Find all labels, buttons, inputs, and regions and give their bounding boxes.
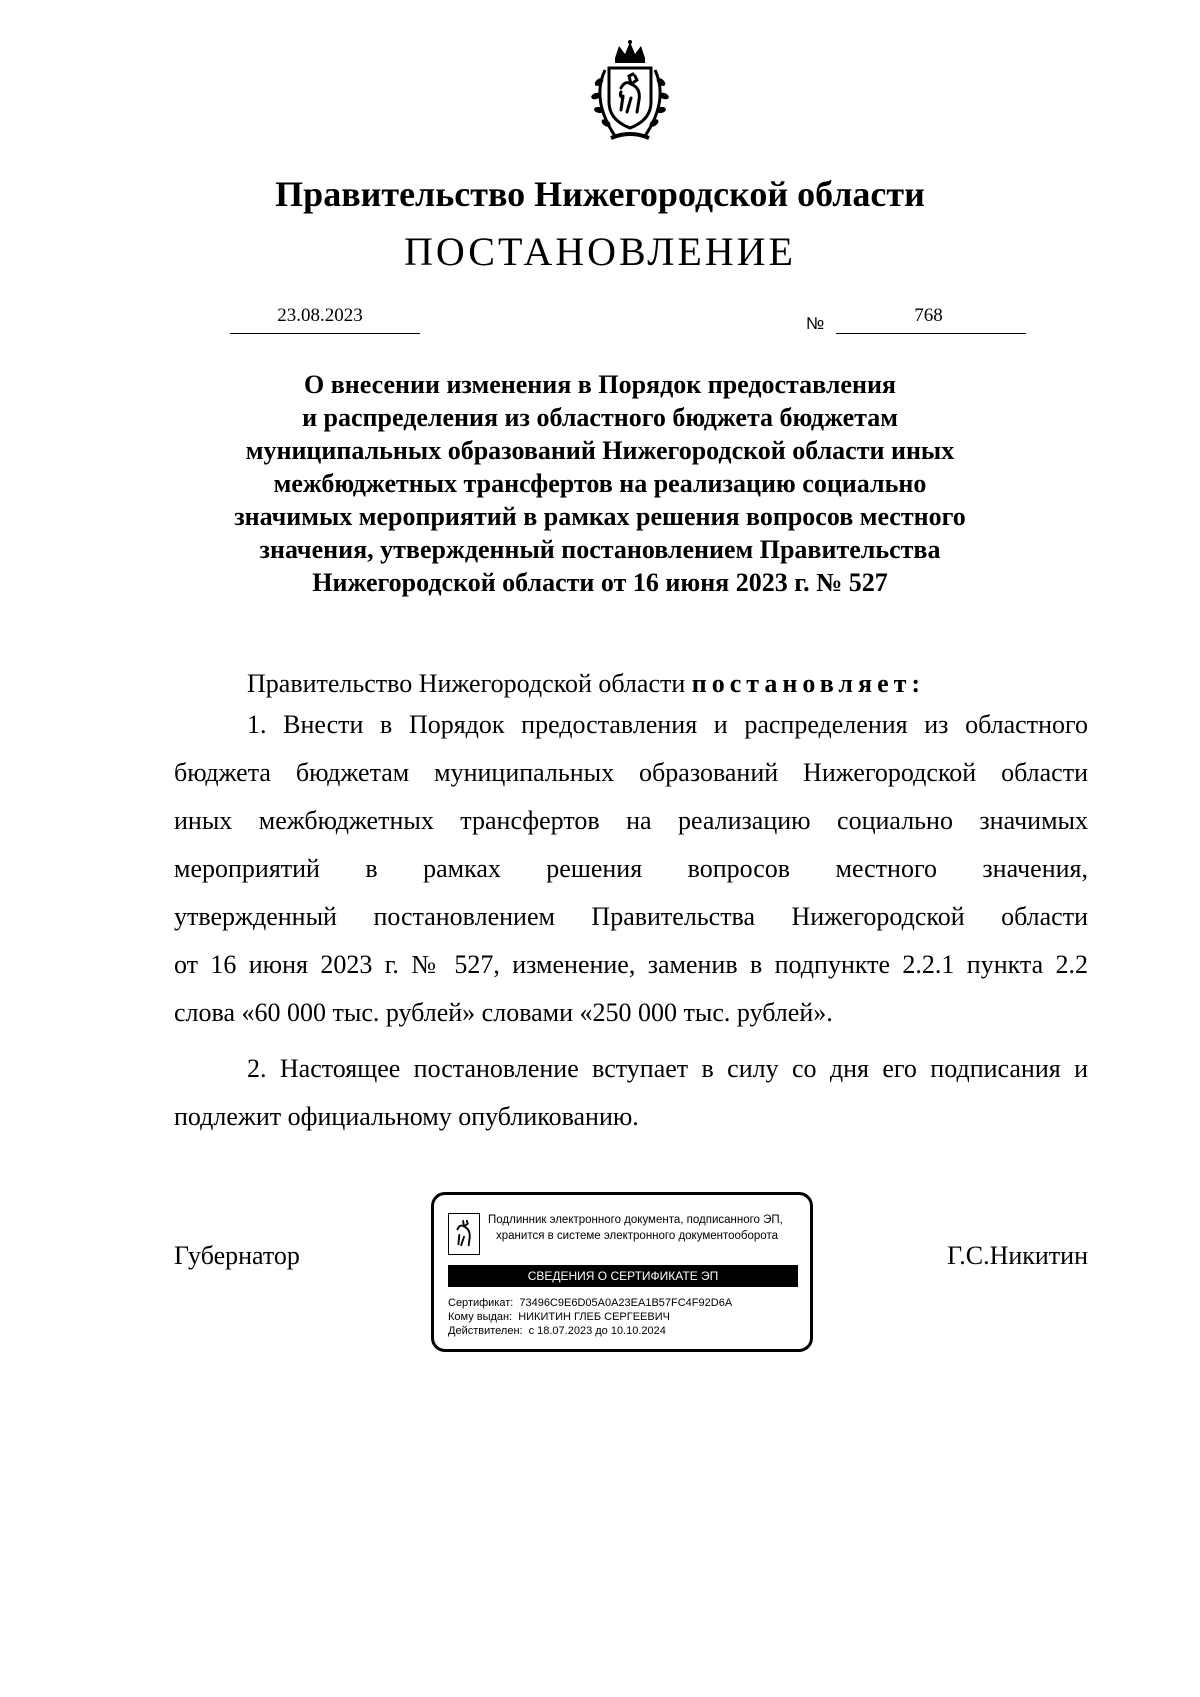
paragraph-line: утвержденный постановлением Правительства Нижегородской области [174, 902, 1088, 931]
document-title [180, 368, 1020, 599]
validity-label: Действителен: [448, 1325, 523, 1337]
stamp-storage-note: хранится в системе электронного документооборота [496, 1230, 778, 1242]
paragraph-1 [174, 701, 1088, 1037]
title-line: муниципальных образований Нижегородской области иных [245, 436, 955, 465]
owner-value: НИКИТИН ГЛЕБ СЕРГЕЕВИЧ [518, 1311, 670, 1323]
validity-value: с 18.07.2023 до 10.10.2024 [528, 1325, 666, 1337]
stamp-owner-row [448, 1311, 670, 1324]
stamp-certificate-header: СВЕДЕНИЯ О СЕРТИФИКАТЕ ЭП [448, 1265, 798, 1287]
paragraph-line: мероприятий в рамках решения вопросов местного значения, [174, 854, 1088, 883]
stamp-original-note: Подлинник электронного документа, подписанного ЭП, [488, 1214, 783, 1226]
document-type: ПОСТАНОВЛЕНИЕ [404, 229, 796, 274]
paragraph-line: бюджета бюджетам муниципальных образований Нижегородской области [174, 758, 1088, 787]
government-name: Правительство Нижегородской области [275, 174, 925, 214]
title-line: Нижегородской области от 16 июня 2023 г. № 527 [312, 568, 888, 597]
paragraph-line: от 16 июня 2023 г. № 527, изменение, заменив в подпункте 2.2.1 пункта 2.2 [174, 950, 1088, 979]
stamp-emblem-icon [448, 1213, 480, 1255]
paragraph-line: слова «60 000 тыс. рублей» словами «250 000 тыс. рублей». [174, 998, 833, 1027]
certificate-value: 73496C9E6D05A0A23EA1B57FC4F92D6A [519, 1297, 733, 1309]
paragraph-2: 2. Настоящее постановление вступает в силу со дня его подписания и подлежит официальному опубликованию. [174, 1054, 1088, 1131]
coat-of-arms-emblem [575, 40, 685, 150]
owner-label: Кому выдан: [448, 1311, 513, 1323]
document-number: 768 [914, 305, 943, 326]
preamble-text: Правительство Нижегородской области [247, 669, 692, 698]
signer-title: Губернатор [174, 1241, 300, 1270]
date-underline [230, 333, 420, 334]
number-sign: № [806, 314, 825, 333]
title-line: межбюджетных трансфертов на реализацию социально [273, 469, 927, 498]
document-date: 23.08.2023 [277, 305, 363, 326]
paragraph-line: 1. Внести в Порядок предоставления и распределения из областного [247, 710, 1088, 739]
certificate-label: Сертификат: [448, 1297, 514, 1309]
preamble-keyword: постановляет: [691, 669, 926, 698]
signer-name: Г.С.Никитин [947, 1241, 1088, 1270]
title-line: значимых мероприятий в рамках решения вопросов местного [234, 502, 966, 531]
title-line: и распределения из областного бюджета бюджетам [302, 403, 898, 432]
title-line: О внесении изменения в Порядок предоставления [304, 370, 896, 399]
stamp-certificate-row [448, 1297, 732, 1310]
paragraph-line: иных межбюджетных трансфертов на реализацию социально значимых [174, 806, 1088, 835]
title-line: значения, утвержденный постановлением Правительства [259, 535, 941, 564]
stamp-validity-row [448, 1325, 666, 1338]
digital-signature-stamp [431, 1192, 813, 1352]
number-underline [836, 333, 1026, 334]
